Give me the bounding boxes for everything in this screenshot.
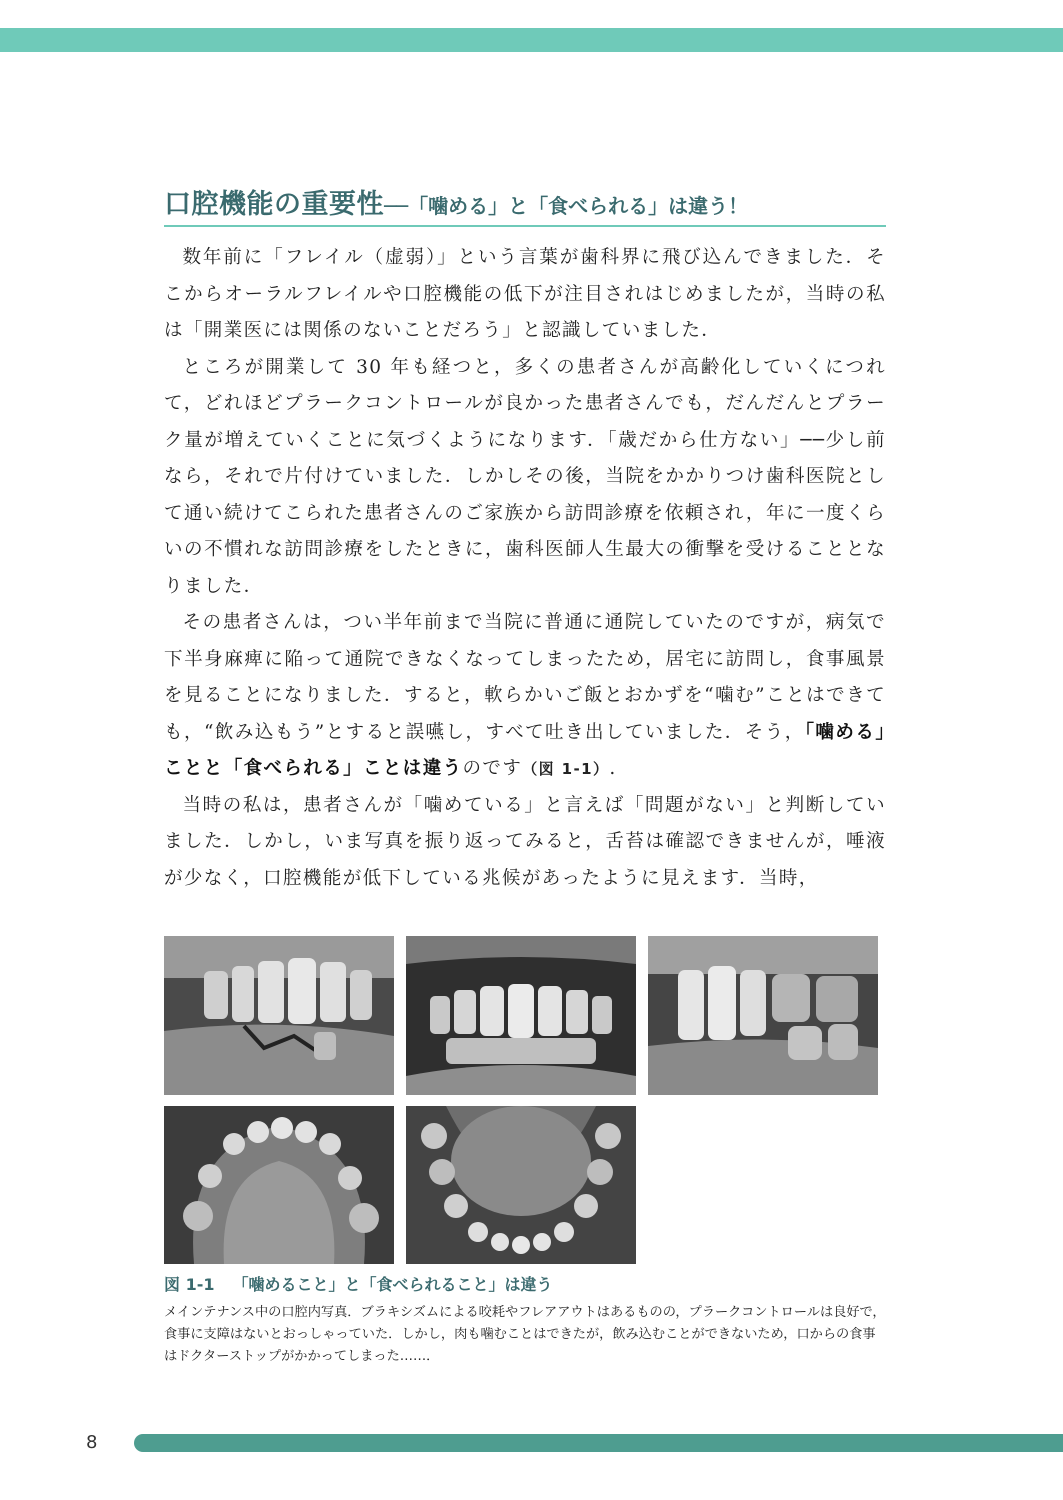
bottom-accent-bar (134, 1434, 1063, 1452)
heading-subtitle: ──「噛める」と「食べられる」は違う！ (384, 194, 749, 218)
heading-title: 口腔機能の重要性 (164, 189, 384, 220)
intraoral-photo-lower-occlusal (406, 1106, 636, 1264)
paragraph-3-tail: のです (462, 758, 523, 779)
intraoral-photo-upper-occlusal (164, 1106, 394, 1264)
intraoral-photo-right (164, 936, 394, 1095)
top-accent-bar (0, 28, 1063, 52)
paragraph-3 (164, 605, 886, 788)
figure-reference: （図 1-1） (522, 760, 610, 778)
key-statement: 「噛める」ことと「食べられる」ことは違う (164, 721, 886, 779)
figure-title (164, 1272, 553, 1295)
page-number: 8 (86, 1432, 98, 1453)
figure-title-text: 「噛めること」と「食べられること」は違う (232, 1275, 553, 1294)
paragraph-3-text: その患者さんは，つい半年前まで当院に普通に通院していたのですが，病気で下半身麻痺に陥って通院できなくなってしまったため，居宅に訪問し，食事風景を見ることになりました．すると，軟らかいご飯とおかずを“噛む”ことはできても，“飲み込もう”とすると誤嚥し，すべて吐き出していました．そう， (164, 612, 886, 743)
intraoral-photo-front (406, 936, 636, 1095)
body-text (164, 240, 886, 897)
paragraph-2: ところが開業して 30 年も経つと，多くの患者さんが高齢化していくにつれて，どれほどプラークコントロールが良かった患者さんでも，だんだんとプラーク量が増えていくことに気づくようになります．「歳だから仕方ない」──少し前なら，それで片付けていました．しかしその後，当院をかかりつけ歯科医院として通い続けてこられた患者さんのご家族から訪問診療を依頼され，年に一度くらいの不慣れな訪問診療をしたときに，歯科医師人生最大の衝撃を受けることとなりました． (164, 356, 886, 597)
section-heading (164, 180, 924, 228)
intraoral-photo-left (648, 936, 878, 1095)
paragraph-1: 数年前に「フレイル（虚弱）」という言葉が歯科界に飛び込んできました．そこからオーラルフレイルや口腔機能の低下が注目されはじめましたが，当時の私は「開業医には関係のないことだろう」と認識していました． (164, 247, 886, 341)
paragraph-4: 当時の私は，患者さんが「噛めている」と言えば「問題がない」と判断していました．しかし，いま写真を振り返ってみると，舌苔は確認できませんが，唾液が少なく，口腔機能が低下している兆候があったように見えます．当時， (164, 794, 886, 889)
figure-label: 図 1-1 (164, 1275, 215, 1294)
paragraph-3-end: . (609, 758, 617, 779)
figure-caption: メインテナンス中の口腔内写真．ブラキシズムによる咬耗やフレアアウトはあるものの，プラークコントロールは良好で，食事に支障はないとおっしゃっていた．しかし，肉も噛むことはできたが，飲み込むことができないため，口からの食事はドクターストップがかかってしまった……． (164, 1305, 886, 1364)
heading-underline (164, 225, 886, 227)
